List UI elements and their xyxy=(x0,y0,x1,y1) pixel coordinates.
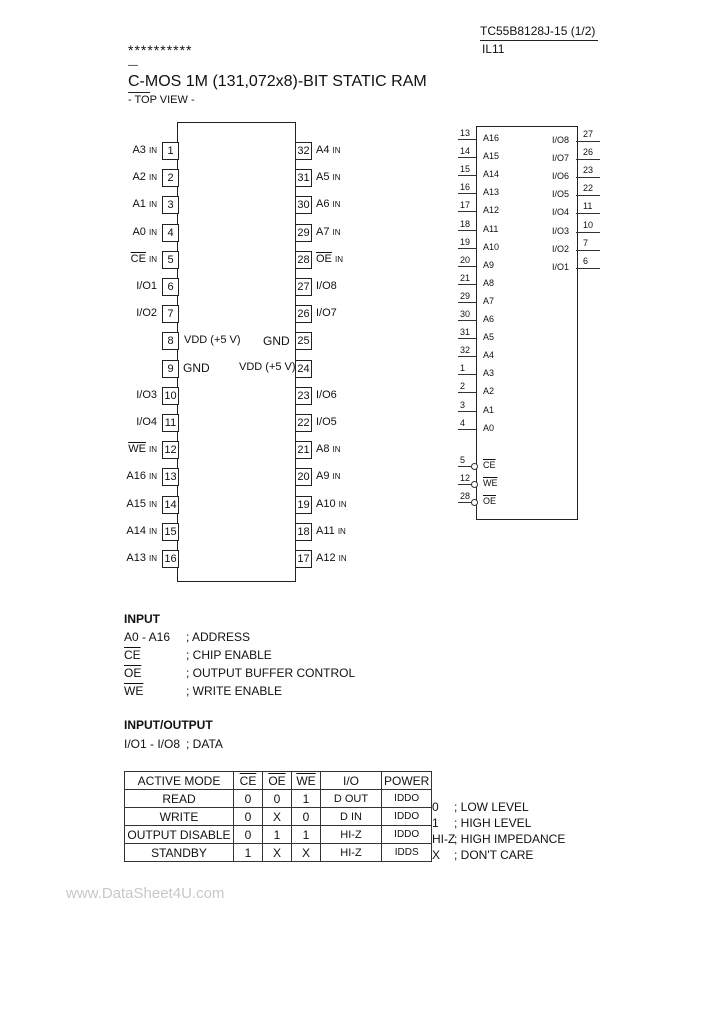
logic-pin-line xyxy=(458,193,476,194)
pin-name: A12 xyxy=(316,552,336,564)
mode-table-cell: READ xyxy=(125,790,234,808)
pin-name: A5 xyxy=(316,171,330,184)
mode-table-cell: 1 xyxy=(292,826,321,844)
logic-ctrl-name: $\overline{OE}$ xyxy=(483,496,497,506)
input-desc: ; WRITE ENABLE xyxy=(186,684,283,698)
logic-pin-line xyxy=(458,392,476,393)
pin-suffix: IN xyxy=(149,173,157,183)
pin-suffix: IN xyxy=(332,146,341,155)
mode-table-header-cell: $\overline{CE}$ xyxy=(234,772,263,790)
mode-table-header-cell: $\overline{OE}$ xyxy=(263,772,292,790)
logic-pin-name: A1 xyxy=(483,404,495,415)
logic-io-name: I/O6 xyxy=(552,171,570,182)
legend-desc: ; LOW LEVEL xyxy=(454,800,529,814)
mode-table-cell: 1 xyxy=(292,790,321,808)
logic-io-name: I/O5 xyxy=(552,189,570,200)
mode-table-cell: STANDBY xyxy=(125,844,234,862)
logic-pin-name: A15 xyxy=(483,151,500,162)
pin-number-left: 2 xyxy=(162,169,179,187)
legend-symbol: HI-Z xyxy=(432,832,456,846)
input-heading: INPUT xyxy=(124,612,160,626)
logic-pin-name: A2 xyxy=(483,386,495,397)
logic-pin-number: 30 xyxy=(460,309,471,319)
logic-ctrl-line xyxy=(458,484,472,485)
part-number: TC55B8128J-15 (1/2) xyxy=(480,24,596,38)
pin-number-right: 31 xyxy=(295,169,312,187)
mode-table-cell: IDDO xyxy=(382,808,432,826)
logic-pin-number: 20 xyxy=(460,254,471,265)
pin-name: I/O6 xyxy=(316,388,337,401)
pin-suffix: IN xyxy=(338,554,347,563)
logic-io-number: 22 xyxy=(583,183,594,194)
io-heading: INPUT/OUTPUT xyxy=(124,718,213,732)
pin-suffix: IN xyxy=(332,200,341,210)
pin-label-right xyxy=(316,389,376,401)
logic-pin-number: 2 xyxy=(460,381,466,392)
legend-symbol: 1 xyxy=(432,816,439,830)
inversion-bubble xyxy=(471,463,478,470)
pin-name: A15 xyxy=(126,497,146,510)
logic-pin-number: 15 xyxy=(460,164,471,175)
pin-number-left: 8 xyxy=(162,332,179,350)
pin-name: $\overline{WE}$ xyxy=(128,443,146,456)
pin-name: A14 xyxy=(126,524,146,537)
logic-pin-line xyxy=(458,175,476,176)
pin-name: A8 xyxy=(316,443,330,456)
pin-label-right xyxy=(316,443,376,455)
logic-io-line xyxy=(576,213,600,214)
pin-number-right: 23 xyxy=(295,387,312,405)
pin-number-left: 6 xyxy=(162,278,179,296)
mode-table-row xyxy=(125,844,432,862)
pin-number-left: 5 xyxy=(162,251,179,269)
mode-table-header-cell: $\overline{WE}$ xyxy=(292,772,321,790)
pin-number-left: 4 xyxy=(162,224,179,242)
pin-suffix: IN xyxy=(149,445,157,455)
logic-io-number: 23 xyxy=(583,165,594,176)
pin-number-left: 13 xyxy=(162,468,179,486)
mode-table-header-cell: ACTIVE MODE xyxy=(125,772,234,790)
logic-pin-line xyxy=(458,429,476,430)
logic-pin-name: A16 xyxy=(483,133,500,143)
mode-table-cell: 0 xyxy=(263,790,292,808)
input-pin: $\overline{CE}$ xyxy=(124,648,141,662)
logic-pin-line xyxy=(458,356,476,357)
legend-desc: ; DON'T CARE xyxy=(454,848,534,862)
pin-number-right: 32 xyxy=(295,142,312,160)
pin-name: A13 xyxy=(126,552,146,564)
logic-pin-number: 29 xyxy=(460,290,471,301)
pin-label-left xyxy=(90,226,157,238)
legend-desc: ; HIGH LEVEL xyxy=(454,816,532,830)
logic-pin-name: A3 xyxy=(483,368,495,379)
header-rule xyxy=(480,40,598,41)
pin-suffix: IN xyxy=(338,499,347,509)
mode-table-cell: D IN xyxy=(321,808,382,826)
pin-suffix: IN xyxy=(334,254,343,264)
vdd-top-label: VDD (+5 V) xyxy=(184,334,241,346)
logic-pin-name: A9 xyxy=(483,259,495,270)
pin-suffix: IN xyxy=(332,173,341,183)
pin-number-right: 20 xyxy=(295,468,312,486)
logic-ctrl-name: $\overline{WE}$ xyxy=(483,478,498,488)
pin-name: A9 xyxy=(316,470,330,483)
mode-table-row xyxy=(125,826,432,844)
pin-number-right: 22 xyxy=(295,414,312,432)
pin-suffix: IN xyxy=(149,472,157,482)
pin-number-left: 3 xyxy=(162,196,179,214)
legend-desc: ; HIGH IMPEDANCE xyxy=(454,832,566,846)
logic-pin-line xyxy=(458,284,476,285)
pin-name: A16 xyxy=(126,470,146,483)
logic-io-name: I/O2 xyxy=(552,243,570,254)
pin-label-right xyxy=(316,226,376,238)
pin-number-right: 25 xyxy=(295,332,312,350)
pin-number-left: 1 xyxy=(162,142,179,160)
logic-pin-number: 1 xyxy=(460,363,466,374)
vdd-bottom-label: VDD (+5 V) xyxy=(239,361,296,373)
pin-suffix: IN xyxy=(149,146,157,155)
part-subtitle: IL11 xyxy=(482,42,505,56)
pin-suffix: IN xyxy=(332,227,341,237)
pin-number-right: 24 xyxy=(295,360,312,378)
pin-number-left: 12 xyxy=(162,441,179,459)
logic-pin-name: A12 xyxy=(483,205,500,216)
pin-number-right: 21 xyxy=(295,441,312,459)
legend-symbol: 0 xyxy=(432,800,439,814)
pin-name: I/O8 xyxy=(316,280,337,292)
logic-pin-name: A13 xyxy=(483,187,500,198)
logic-io-number: 7 xyxy=(583,237,589,248)
logic-pin-name: A5 xyxy=(483,332,495,343)
pin-label-right xyxy=(316,307,376,319)
logic-io-number: 26 xyxy=(583,147,594,158)
mode-table-cell: X xyxy=(263,844,292,862)
logic-pin-line xyxy=(458,248,476,249)
mode-table-cell: D OUT xyxy=(321,790,382,808)
pin-number-left: 10 xyxy=(162,387,179,405)
pin-label-right xyxy=(316,552,376,564)
logic-pin-line xyxy=(458,374,476,375)
pin-suffix: IN xyxy=(332,445,341,455)
pin-label-right xyxy=(316,171,376,183)
pin-name: $\overline{OE}$ xyxy=(316,252,332,265)
pin-name: I/O3 xyxy=(136,388,157,401)
mode-table-header-cell: I/O xyxy=(321,772,382,790)
pin-label-left xyxy=(90,389,157,401)
mode-table-cell: WRITE xyxy=(125,808,234,826)
input-desc: ; ADDRESS xyxy=(186,630,251,644)
mode-table-cell: IDDO xyxy=(382,826,432,844)
logic-io-line xyxy=(576,141,600,142)
logic-pin-number: 13 xyxy=(460,128,471,138)
logic-io-line xyxy=(576,159,600,160)
mode-table-header-cell: POWER xyxy=(382,772,432,790)
logic-pin-line xyxy=(458,338,476,339)
pin-number-right: 27 xyxy=(295,278,312,296)
logic-io-name: I/O4 xyxy=(552,207,570,218)
logic-ctrl-name: $\overline{CE}$ xyxy=(483,460,496,470)
pin-label-left xyxy=(90,470,157,482)
logic-io-line xyxy=(576,232,600,233)
logic-pin-name: A14 xyxy=(483,169,500,180)
pin-suffix: IN xyxy=(149,254,157,264)
star-line: ********** xyxy=(128,42,193,58)
logic-io-name: I/O8 xyxy=(552,135,570,145)
logic-io-number: 10 xyxy=(583,219,594,230)
ic-package-outline xyxy=(177,122,296,582)
pin-name: I/O1 xyxy=(136,280,157,292)
logic-pin-number: 16 xyxy=(460,182,471,193)
mode-table-header xyxy=(125,772,432,790)
logic-pin-number: 3 xyxy=(460,399,466,410)
input-pin: $\overline{WE}$ xyxy=(124,684,144,698)
logic-io-line xyxy=(576,268,600,269)
pin-number-right: 30 xyxy=(295,196,312,214)
io-pin: I/O1 - I/O8 xyxy=(124,737,181,751)
pin-number-left: 9 xyxy=(162,360,179,378)
logic-pin-line xyxy=(458,139,476,140)
pin-label-left xyxy=(90,171,157,183)
pin-number-right: 18 xyxy=(295,523,312,541)
mode-table xyxy=(124,771,432,862)
logic-io-name: I/O1 xyxy=(552,261,570,272)
mode-table-cell: HI-Z xyxy=(321,844,382,862)
logic-pin-number: 14 xyxy=(460,146,471,157)
pin-number-left: 16 xyxy=(162,550,179,568)
logic-pin-number: 19 xyxy=(460,236,471,247)
pin-number-left: 15 xyxy=(162,523,179,541)
pin-suffix: IN xyxy=(149,526,157,536)
mode-table-cell: 1 xyxy=(234,844,263,862)
logic-pin-number: 17 xyxy=(460,200,471,211)
pin-name: A1 xyxy=(132,198,146,211)
pin-name: $\overline{CE}$ xyxy=(130,252,146,265)
logic-io-line xyxy=(576,177,600,178)
logic-io-name: I/O7 xyxy=(552,153,570,164)
logic-pin-number: 4 xyxy=(460,417,466,428)
mode-table-cell: X xyxy=(263,808,292,826)
pin-label-right xyxy=(316,280,376,292)
logic-io-number: 6 xyxy=(583,255,589,266)
pin-suffix: IN xyxy=(149,200,157,210)
logic-pin-name: A7 xyxy=(483,295,495,306)
logic-pin-line xyxy=(458,230,476,231)
pin-label-left xyxy=(90,552,157,564)
pin-label-right xyxy=(316,498,376,510)
input-pin: A0 - A16 xyxy=(124,630,171,644)
pin-label-left xyxy=(90,253,157,265)
logic-pin-name: A11 xyxy=(483,223,499,234)
pin-label-right xyxy=(316,144,376,156)
logic-pin-line xyxy=(458,211,476,212)
mode-table-cell: X xyxy=(292,844,321,862)
pin-name: A0 xyxy=(132,225,146,238)
pin-label-right xyxy=(316,198,376,210)
logic-pin-name: A10 xyxy=(483,241,500,252)
pin-label-left xyxy=(90,443,157,455)
pin-name: I/O7 xyxy=(316,307,337,320)
mode-table-cell: IDDO xyxy=(382,790,432,808)
logic-ctrl-line xyxy=(458,502,472,503)
pin-name: A7 xyxy=(316,225,330,238)
pin-name: A10 xyxy=(316,497,336,510)
pin-number-right: 26 xyxy=(295,305,312,323)
input-desc: ; OUTPUT BUFFER CONTROL xyxy=(186,666,356,680)
title-underline xyxy=(128,92,150,93)
pin-suffix: IN xyxy=(149,227,157,237)
logic-pin-name: A0 xyxy=(483,422,495,433)
mode-table-cell: 1 xyxy=(263,826,292,844)
page-title: C-MOS 1M (131,072x8)-BIT STATIC RAM xyxy=(128,73,427,90)
mode-table-cell: 0 xyxy=(234,790,263,808)
pin-number-left: 11 xyxy=(162,414,179,432)
logic-ctrl-number: 12 xyxy=(460,473,471,483)
pin-name: A3 xyxy=(132,144,146,156)
pin-label-right xyxy=(316,416,376,428)
pin-name: A11 xyxy=(316,524,335,537)
mode-table-cell: 0 xyxy=(234,808,263,826)
mode-table-cell: 0 xyxy=(292,808,321,826)
pin-label-left xyxy=(90,280,157,292)
logic-io-number: 27 xyxy=(583,129,594,139)
input-desc: ; CHIP ENABLE xyxy=(186,648,272,662)
logic-pin-line xyxy=(458,302,476,303)
logic-pin-name: A8 xyxy=(483,277,495,288)
mode-table-cell: 0 xyxy=(234,826,263,844)
pin-name: A4 xyxy=(316,144,330,156)
pin-label-left xyxy=(90,144,157,156)
pin-label-left xyxy=(90,307,157,319)
logic-io-line xyxy=(576,250,600,251)
logic-ctrl-number: 5 xyxy=(460,455,466,465)
logic-pin-line xyxy=(458,266,476,267)
pin-suffix: IN xyxy=(149,499,157,509)
header-mark: — xyxy=(128,60,138,71)
gnd-top-label: GND xyxy=(263,334,290,348)
io-desc: ; DATA xyxy=(186,737,223,751)
logic-ctrl-number: 28 xyxy=(460,491,471,501)
inversion-bubble xyxy=(471,481,478,488)
mode-table-row xyxy=(125,808,432,826)
mode-table-row xyxy=(125,790,432,808)
pin-name: I/O5 xyxy=(316,416,337,428)
logic-io-line xyxy=(576,195,600,196)
logic-pin-line xyxy=(458,411,476,412)
pin-label-left xyxy=(90,198,157,210)
mode-table-cell: IDDS xyxy=(382,844,432,862)
logic-pin-name: A4 xyxy=(483,350,495,361)
logic-pin-line xyxy=(458,157,476,158)
input-pin: $\overline{OE}$ xyxy=(124,666,142,680)
logic-io-name: I/O3 xyxy=(552,225,570,236)
pin-number-left: 7 xyxy=(162,305,179,323)
pin-number-right: 28 xyxy=(295,251,312,269)
logic-pin-number: 21 xyxy=(460,272,471,283)
pin-number-right: 19 xyxy=(295,496,312,514)
logic-ctrl-line xyxy=(458,466,472,467)
pin-suffix: IN xyxy=(337,526,346,536)
mode-table-cell: HI-Z xyxy=(321,826,382,844)
logic-pin-number: 18 xyxy=(460,218,471,229)
inversion-bubble xyxy=(471,499,478,506)
pin-label-right xyxy=(316,470,376,482)
logic-pin-number: 32 xyxy=(460,345,471,356)
pin-suffix: IN xyxy=(149,554,157,563)
pin-name: A6 xyxy=(316,198,330,211)
mode-table-cell: OUTPUT DISABLE xyxy=(125,826,234,844)
watermark: www.DataSheet4U.com xyxy=(66,885,225,902)
legend-symbol: X xyxy=(432,848,441,862)
logic-pin-name: A6 xyxy=(483,314,495,324)
pin-label-left xyxy=(90,416,157,428)
logic-pin-number: 31 xyxy=(460,327,471,338)
pin-name: I/O2 xyxy=(136,307,157,320)
pin-label-left xyxy=(90,525,157,537)
logic-io-number: 11 xyxy=(583,201,593,212)
pin-suffix: IN xyxy=(332,472,341,482)
gnd-bottom-label: GND xyxy=(183,361,210,375)
logic-pin-line xyxy=(458,320,476,321)
top-view-label: - TOP VIEW - xyxy=(128,94,195,106)
pin-number-right: 17 xyxy=(295,550,312,568)
pin-label-right xyxy=(316,253,376,265)
pin-number-right: 29 xyxy=(295,224,312,242)
pin-number-left: 14 xyxy=(162,496,179,514)
pin-name: I/O4 xyxy=(136,416,157,428)
pin-name: A2 xyxy=(132,171,146,184)
pin-label-left xyxy=(90,498,157,510)
pin-label-right xyxy=(316,525,376,537)
